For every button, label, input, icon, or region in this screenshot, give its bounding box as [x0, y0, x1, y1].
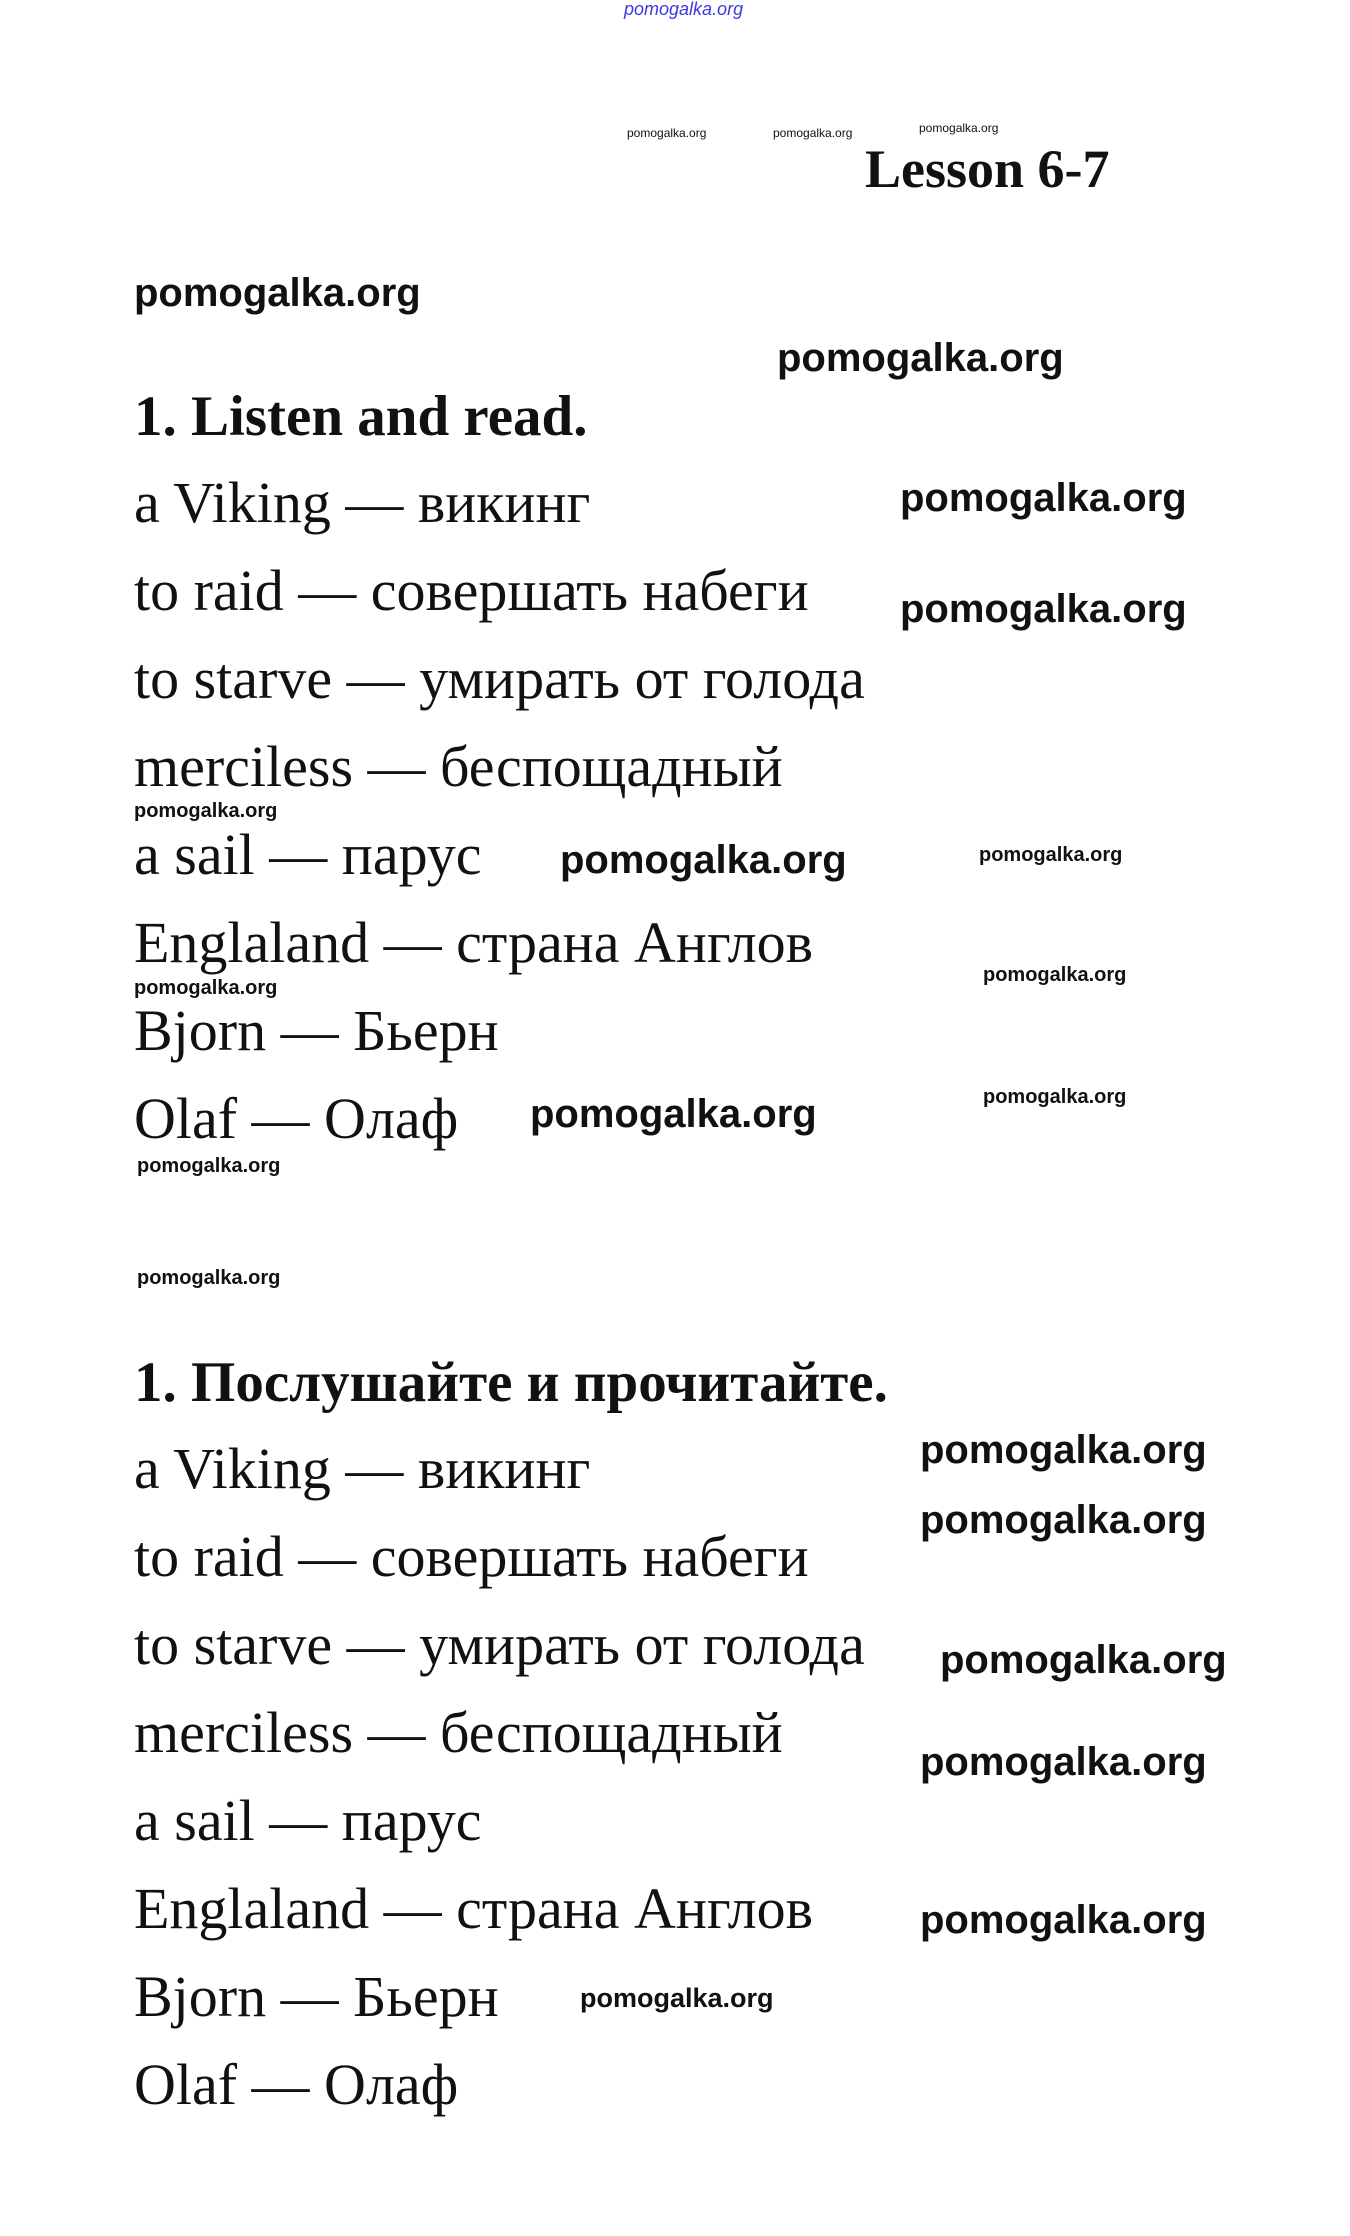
section-heading-english: 1. Listen and read.	[134, 385, 588, 448]
vocab-item: a Viking — викинг	[134, 1436, 591, 1501]
vocab-item: Olaf — Олаф	[134, 1086, 459, 1151]
vocab-item: a Viking — викинг	[134, 470, 591, 535]
vocab-item: to raid — совершать набеги	[134, 558, 809, 623]
vocab-item: Bjorn — Бьерн	[134, 998, 499, 1063]
lesson-title: Lesson 6-7	[865, 139, 1110, 199]
watermark: pomogalka.org	[773, 126, 853, 140]
watermark: pomogalka.org	[920, 1498, 1207, 1542]
watermark: pomogalka.org	[940, 1638, 1227, 1682]
watermark-top: pomogalka.org	[624, 0, 744, 19]
watermark: pomogalka.org	[983, 1086, 1127, 1108]
vocab-item: a sail — парус	[134, 822, 482, 887]
vocab-item: a sail — парус	[134, 1788, 482, 1853]
watermark: pomogalka.org	[560, 838, 847, 882]
watermark: pomogalka.org	[900, 587, 1187, 631]
watermark: pomogalka.org	[137, 1267, 281, 1289]
vocab-item: to starve — умирать от голода	[134, 646, 865, 711]
watermark: pomogalka.org	[983, 964, 1127, 986]
watermark: pomogalka.org	[627, 126, 707, 140]
vocab-item: Englaland — страна Англов	[134, 910, 814, 975]
watermark: pomogalka.org	[134, 800, 278, 822]
watermark: pomogalka.org	[900, 476, 1187, 520]
vocab-item: Bjorn — Бьерн	[134, 1964, 499, 2029]
watermark: pomogalka.org	[137, 1155, 281, 1177]
watermark: pomogalka.org	[134, 271, 421, 315]
watermark: pomogalka.org	[920, 1898, 1207, 1942]
watermark: pomogalka.org	[920, 1428, 1207, 1472]
vocab-item: Olaf — Олаф	[134, 2052, 459, 2117]
watermark: pomogalka.org	[777, 336, 1064, 380]
section-heading-russian: 1. Послушайте и прочитайте.	[134, 1351, 888, 1414]
vocab-item: to raid — совершать набеги	[134, 1524, 809, 1589]
watermark: pomogalka.org	[920, 1740, 1207, 1784]
watermark: pomogalka.org	[580, 1983, 774, 2013]
vocab-item: to starve — умирать от голода	[134, 1612, 865, 1677]
vocab-item: merciless — беспощадный	[134, 1700, 783, 1765]
watermark: pomogalka.org	[134, 977, 278, 999]
watermark: pomogalka.org	[979, 844, 1123, 866]
vocab-item: merciless — беспощадный	[134, 734, 783, 799]
watermark: pomogalka.org	[919, 121, 999, 135]
watermark: pomogalka.org	[530, 1092, 817, 1136]
vocab-item: Englaland — страна Англов	[134, 1876, 814, 1941]
